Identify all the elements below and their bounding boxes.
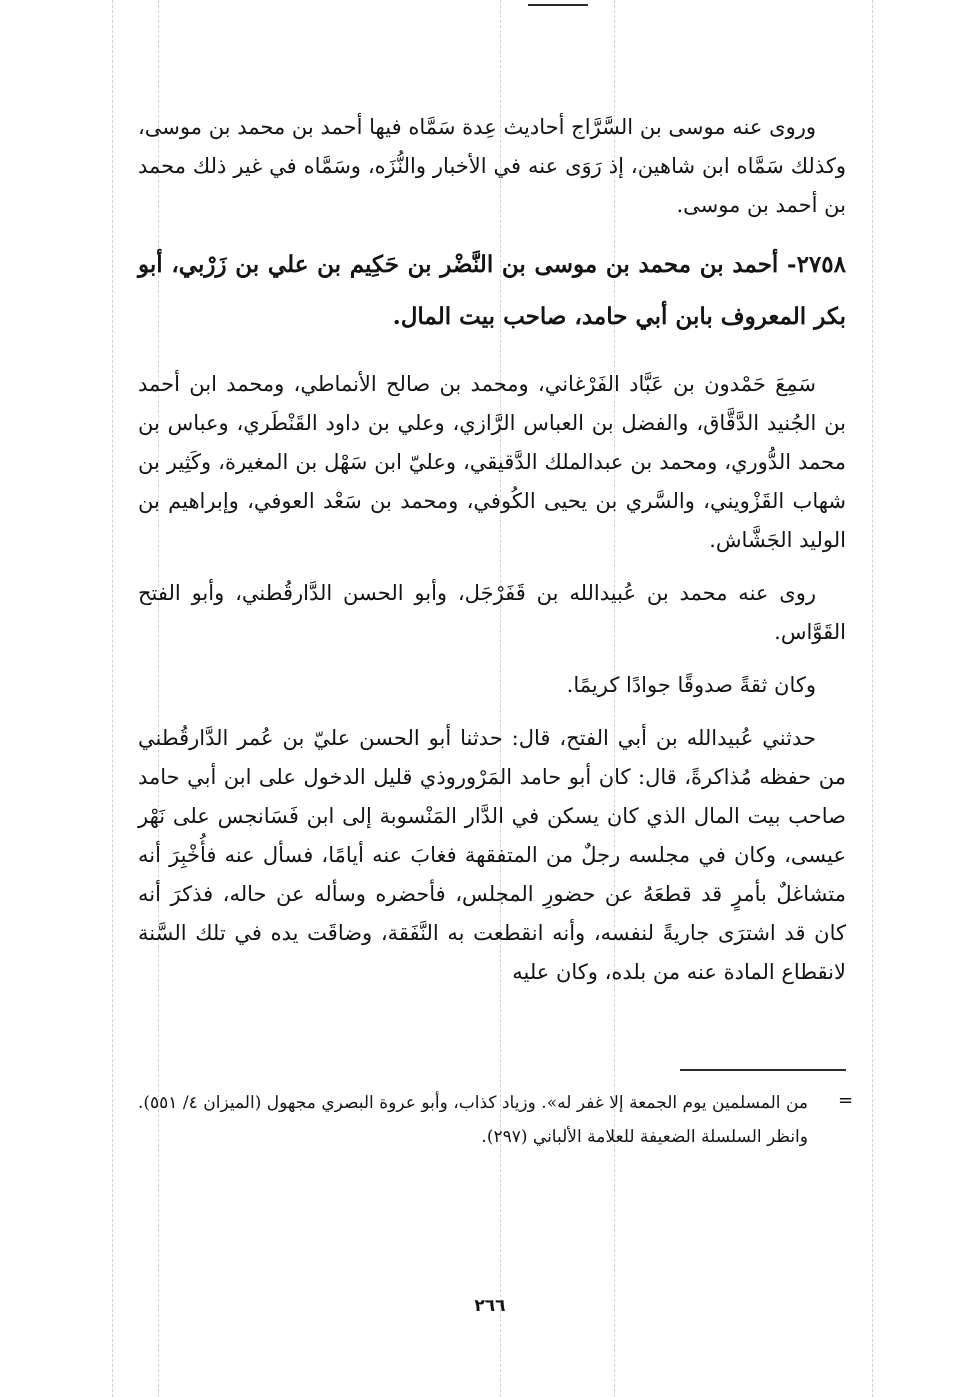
paragraph-narration: وروى عنه موسى بن السَّرَّاج أحاديث عِدة سَمَّاه فيها أحمد بن محمد بن موسى، وكذلك سَمَّاه ابن شاهين، إذ رَوَى عنه في الأخبار والنُّزَه، وسَمَّاه في غير ذلك محمد بن أحمد بن موسى. — [138, 115, 846, 217]
footnote-separator — [680, 1069, 846, 1071]
page-number: ٢٦٦ — [474, 1296, 506, 1316]
scan-guide-line — [112, 0, 113, 1397]
footnote-text: من المسلمين يوم الجمعة إلا غفر له». وزياد كذاب، وأبو عروة البصري مجهول (الميزان ٤/ ٥٥١). وانظر السلسلة الضعيفة للعلامة الألباني (٢٩٧). — [138, 1093, 808, 1147]
main-text — [138, 108, 846, 1006]
entry-heading: ٢٧٥٨- أحمد بن محمد بن موسى بن النَّضْر بن حَكِيم بن علي بن زَرْبي، أبو بكر المعروف بابن أبي حامد، صاحب بيت المال. — [138, 251, 846, 330]
paragraph-teachers: سَمِعَ حَمْدون بن عَبَّاد الفَرْغاني، ومحمد بن صالح الأنماطي، ومحمد ابن أحمد بن الجُنيد الدَّقَّاق، والفضل بن العباس الرَّازي، وعلي بن داود القَنْطَري، وعباس بن محمد الدُّوري، ومحمد بن عبدالملك الدَّقيقي، وعليّ ابن سَهْل بن المغيرة، وكَثِير بن شهاب القَزْويني، والسَّري بن يحيى الكُوفي، ومحمد بن سَعْد العوفي، وإبراهيم بن الوليد الجَشَّاش. — [138, 372, 846, 552]
paragraph-anecdote: حدثني عُبيدالله بن أبي الفتح، قال: حدثنا أبو الحسن عليّ بن عُمر الدَّارقُطني من حفظه مُذاكرةً، قال: كان أبو حامد المَرْوروذي قليل الدخول على ابن أبي حامد صاحب بيت المال الذي كان يسكن في الدَّار المَنْسوبة إلى ابن فَسَانجس على نَهْر عيسى، وكان في مجلسه رجلٌ من المتفقهة فغابَ عنه أيامًا، فسأل عنه فأُخْبِرَ أنه متشاغلٌ بأمرٍ قد قطعَهُ عن حضورِ المجلس، فأحضره وسأله عن حاله، فذكرَ أنه كان قد اشترَى جاريةً لنفسه، وأنه انقطعت به النَّفَقة، وضاقَت يده في تلك السَّنة لانقطاع المادة عنه من بلده، وكان عليه — [138, 726, 846, 984]
footnote-continuation-marker: = — [838, 1090, 854, 1111]
scan-guide-line — [872, 0, 873, 1397]
paragraph-students: روى عنه محمد بن عُبيدالله بن قَفَرْجَل، وأبو الحسن الدَّارقُطني، وأبو الفتح القَوَّاس. — [138, 581, 846, 644]
paragraph-grading: وكان ثقةً صدوقًا جوادًا كريمًا. — [566, 673, 816, 697]
footnote — [138, 1086, 808, 1154]
top-rule — [528, 4, 588, 6]
